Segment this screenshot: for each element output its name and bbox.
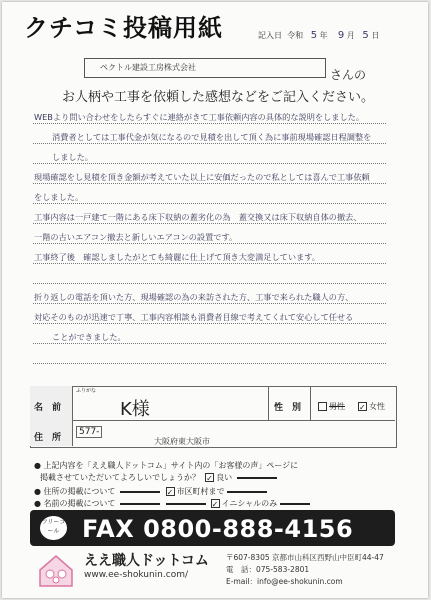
free-call-badge: フリーコール: [40, 516, 67, 540]
date-year: 5: [310, 30, 318, 41]
furigana-label: ふりがな: [76, 388, 97, 394]
redaction: [120, 503, 160, 505]
rule-line: [33, 283, 386, 284]
form-heading: お人柄や工事を依頼した感想などをご記入ください。: [62, 90, 375, 105]
redaction: [237, 477, 277, 479]
checkbox[interactable]: ✓: [359, 403, 366, 412]
date-row: [258, 30, 379, 41]
day-unit: 日: [371, 31, 380, 40]
date-month: 9: [337, 30, 345, 41]
female-label: 女性: [369, 402, 385, 411]
question-2: ● 住所の掲載について ✓ 市区町村まで: [34, 486, 267, 497]
address-value: 大阪府東大阪市: [154, 437, 210, 446]
year-unit: 年: [319, 31, 328, 40]
male-option: [318, 401, 345, 412]
question-1: ● 上記内容を「ええ職人ドットコム」サイト内の「お客様の声」ページに: [34, 461, 299, 470]
email: E-mail：info@ee-shokunin.com: [226, 577, 343, 586]
checkbox[interactable]: ✓: [211, 500, 219, 509]
body-line: 工事内容は一戸建て一階にある床下収納の蓋劣化の為 蓋交換又は床下収納自体の撤去、: [34, 212, 362, 222]
san-suffix: さんの: [330, 68, 367, 82]
yes-option: 良い: [216, 473, 233, 482]
checkbox[interactable]: ✓: [166, 488, 174, 497]
divider: [310, 386, 311, 420]
redaction: [120, 491, 160, 493]
contact-block: [226, 552, 384, 588]
body-line: 一階の古いエアコン撤去と新しいエアコンの設置です。: [34, 232, 238, 242]
rule-line: [33, 203, 386, 204]
rule-line: [33, 323, 386, 324]
rule-line: [33, 263, 386, 264]
body-line: WEBより問い合わせをしたらすぐに連絡がきて工事依頼内容の具体的な説明をしました。: [34, 112, 365, 122]
rule-line: [33, 183, 386, 184]
date-label: 記入日: [258, 31, 282, 40]
body-line: 対応そのものが迅速で丁寧、工事内容相談も消費者目線で考えてくれて安心して任せる: [34, 312, 354, 322]
body-line: 現場確認をし見積を頂き金額が考えていた以上に安価だったので私としては喜んで工事依頼: [34, 172, 370, 182]
rule-line: [33, 343, 386, 344]
date-day: 5: [362, 30, 369, 41]
checkbox[interactable]: [318, 402, 327, 411]
female-option: [358, 401, 385, 412]
month-unit: 月: [346, 31, 355, 40]
address-label: 住 所: [34, 433, 62, 443]
postal-address: 〒607-8305 京都市山科区西野山中臣町44-47: [226, 553, 384, 562]
body-line: しました。: [52, 152, 93, 162]
body-line: 消費者としては工事代金が気になるので見積を出して頂く為に事前現場確認日程調整を: [52, 132, 372, 142]
rule-line: [33, 143, 386, 144]
fax-number: FAX 0800-888-4156: [82, 515, 354, 543]
brand-name: ええ職人ドットコム: [84, 553, 209, 569]
redaction: [166, 503, 206, 505]
family-logo-icon: [36, 552, 76, 588]
body-line: をしました。: [34, 192, 84, 202]
rule-line: [33, 163, 386, 164]
checkbox[interactable]: ✓: [206, 474, 213, 483]
address-option: 市区町村まで: [176, 487, 225, 496]
rule-line: [33, 243, 386, 244]
body-line: ことができました。: [52, 332, 126, 342]
redaction: [227, 491, 267, 493]
form-title: クチコミ投稿用紙: [24, 14, 224, 42]
redaction: [280, 503, 310, 505]
question-1b: 掲載させていただいてよろしいでしょうか？ ✓ 良い: [40, 472, 277, 483]
rule-line: [33, 223, 386, 224]
company-name: ペクトル建設工房株式会社: [100, 63, 196, 72]
male-label: 男性: [329, 402, 345, 411]
body-line: 折り返しの電話を頂いた方、現場確認の為の来訪された方、工事で来られた職人の方、: [34, 292, 354, 302]
question-3: ● 名前の掲載について ✓ イニシャルのみ: [34, 498, 310, 509]
rule-line: [33, 123, 386, 124]
gender-label: 性 別: [274, 403, 302, 413]
phone: 電 話：075-583-2801: [226, 565, 310, 574]
rule-line: [33, 363, 386, 364]
site-url: www.ee-shokunin.com/: [84, 570, 189, 580]
divider: [268, 386, 269, 420]
rule-line: [33, 303, 386, 304]
era: 令和: [287, 31, 304, 40]
name-label: 名 前: [34, 403, 62, 413]
initials-option: イニシャルのみ: [221, 499, 278, 508]
postal-code: 577-: [76, 426, 102, 438]
body-line: 工事終了後 確認しましたがとても綺麗に仕上げて頂き大変満足しています。: [34, 252, 320, 262]
name-value: K様: [120, 399, 150, 420]
